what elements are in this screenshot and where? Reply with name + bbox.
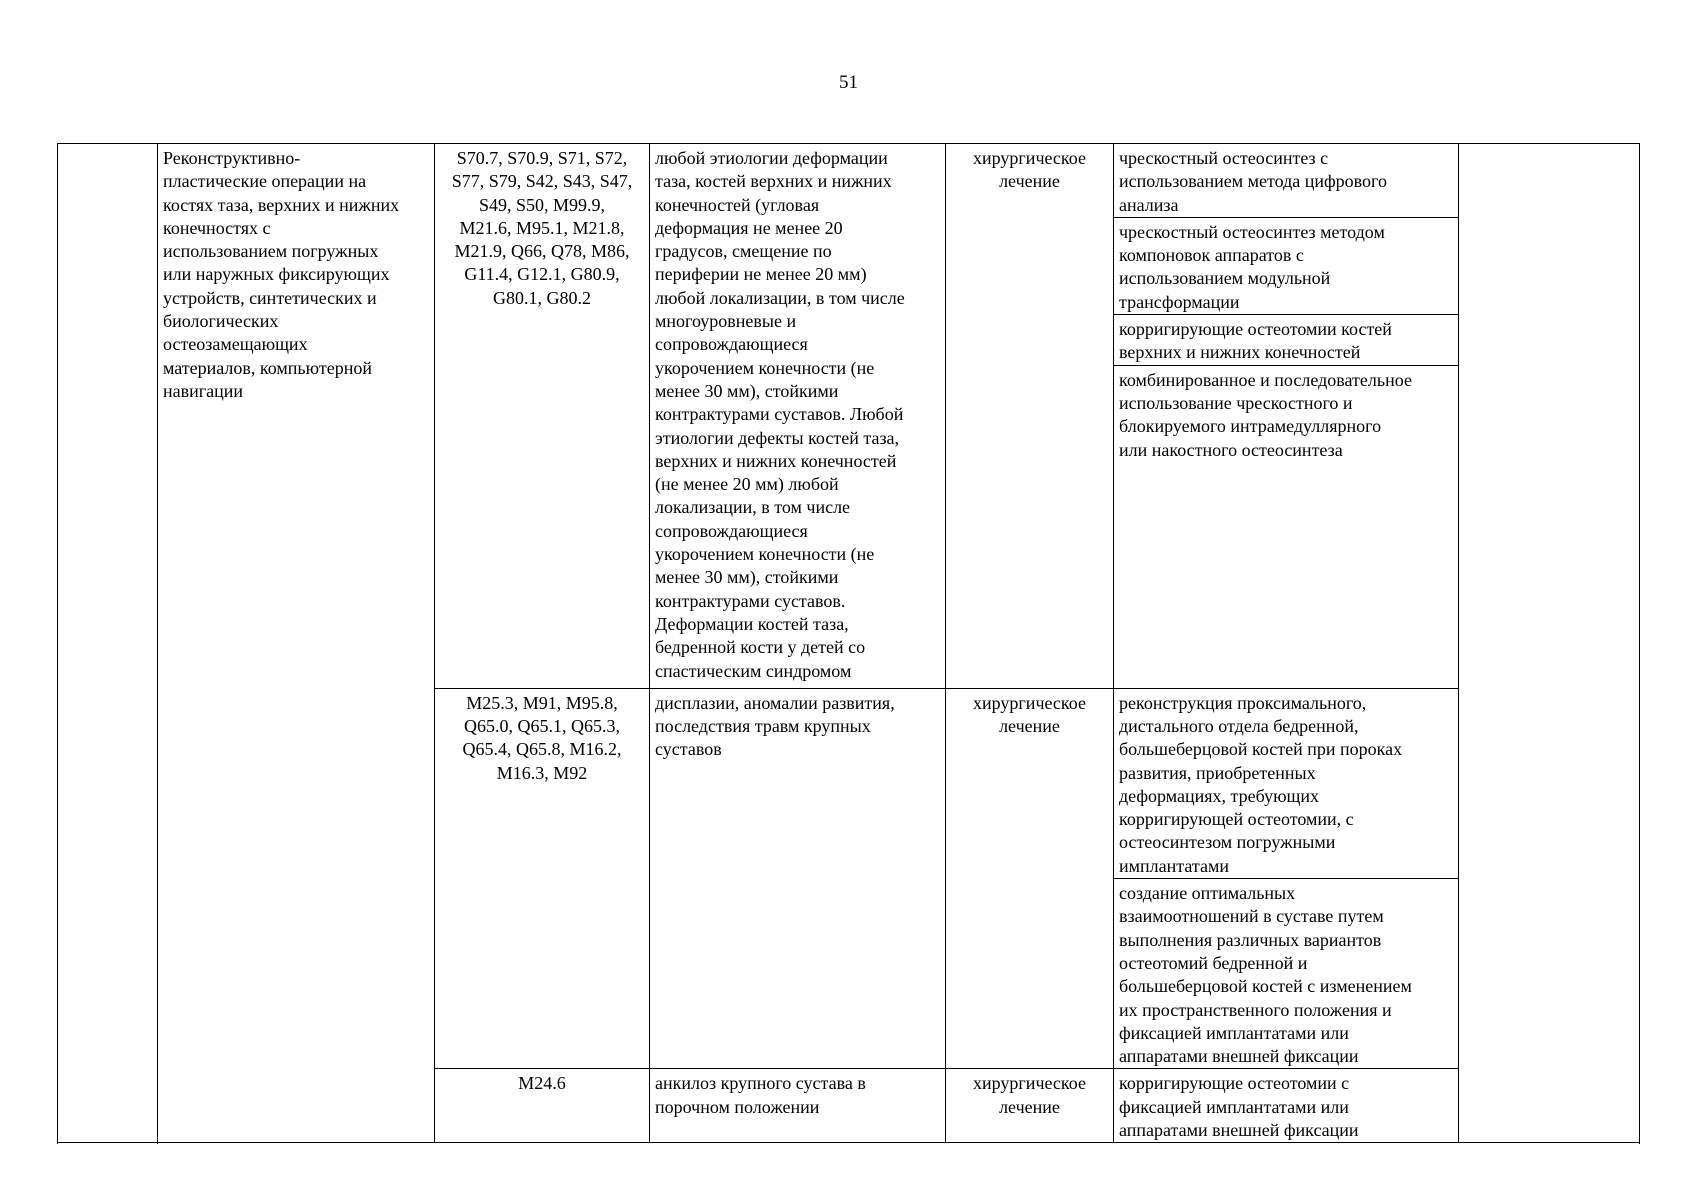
- text-line: материалов, компьютерной: [163, 357, 372, 378]
- text-line: развития, приобретенных: [1119, 762, 1316, 783]
- procedure-name-cell: [158, 144, 435, 1143]
- patient-model-cell: [650, 1069, 946, 1143]
- text-line: спастическим синдромом: [655, 660, 852, 681]
- text-line: M16.3, M92: [496, 762, 588, 783]
- text-line: использованием модульной: [1119, 268, 1331, 289]
- text-line: Q65.0, Q65.1, Q65.3,: [464, 715, 620, 736]
- icd-codes-cell: [435, 1069, 650, 1143]
- treatment-type: [951, 1072, 1108, 1119]
- text-line: хирургическое: [973, 1073, 1086, 1094]
- text-line: остеотомий бедренной и: [1119, 952, 1308, 973]
- treatment-method-cell: [1114, 688, 1459, 878]
- treatment-method: [1119, 318, 1453, 365]
- text-line: менее 30 мм), стойкими: [655, 567, 839, 588]
- text-line: лечение: [999, 1096, 1060, 1117]
- treatment-method-cell: [1114, 144, 1459, 218]
- text-line: использованием метода цифрового: [1119, 171, 1387, 192]
- text-line: верхних и нижних конечностей: [655, 450, 897, 471]
- text-line: использованием погружных: [163, 241, 379, 262]
- text-line: этиологии дефекты костей таза,: [655, 427, 900, 448]
- treatment-method-cell: [1114, 1069, 1459, 1143]
- text-line: большеберцовой костей с изменением: [1119, 976, 1412, 997]
- text-line: конечностей (угловая: [655, 194, 820, 215]
- text-line: G80.1, G80.2: [493, 287, 591, 308]
- page-number: 51: [839, 72, 858, 93]
- text-line: аппаратами внешней фиксации: [1119, 1046, 1359, 1067]
- text-line: анализа: [1119, 194, 1179, 215]
- text-line: комбинированное и последовательное: [1119, 369, 1412, 390]
- text-line: любой этиологии деформации: [655, 148, 888, 168]
- treatment-method: [1119, 221, 1453, 314]
- patient-model-cell: [650, 144, 946, 689]
- text-line: многоуровневые и: [655, 311, 797, 332]
- text-line: пластические операции на: [163, 171, 367, 192]
- table-row: [58, 144, 1640, 218]
- text-line: лечение: [999, 171, 1060, 192]
- text-line: блокируемого интрамедуллярного: [1119, 416, 1382, 437]
- text-line: S77, S79, S42, S43, S47,: [451, 171, 633, 192]
- treatment-method-cell: [1114, 217, 1459, 314]
- text-line: последствия травм крупных: [655, 715, 871, 736]
- icd-codes: [440, 692, 644, 785]
- text-line: M21.6, M95.1, M21.8,: [459, 217, 625, 238]
- treatment-type-cell: [946, 1069, 1114, 1143]
- text-line: навигации: [163, 380, 244, 401]
- text-line: аппаратами внешней фиксации: [1119, 1120, 1359, 1141]
- text-line: костях таза, верхних и нижних: [163, 194, 400, 215]
- patient-model: [655, 1072, 940, 1119]
- text-line: Q65.4, Q65.8, M16.2,: [462, 739, 622, 760]
- treatment-type-cell: [946, 144, 1114, 689]
- procedures-table: [57, 143, 1640, 1143]
- text-line: градусов, смещение по: [655, 241, 832, 262]
- text-line: M25.3, M91, M95.8,: [466, 692, 618, 713]
- text-line: фиксацией имплантатами или: [1119, 1022, 1349, 1043]
- treatment-method-cell: [1114, 315, 1459, 366]
- text-line: устройств, синтетических и: [163, 287, 377, 308]
- treatment-method-cell: [1114, 365, 1459, 688]
- treatment-method: [1119, 692, 1453, 878]
- text-line: таза, костей верхних и нижних: [655, 171, 892, 192]
- text-line: G11.4, G12.1, G80.9,: [464, 264, 620, 285]
- text-line: использование чрескостного и: [1119, 392, 1353, 413]
- text-line: сопровождающиеся: [655, 334, 808, 355]
- treatment-method: [1119, 882, 1453, 1068]
- text-line: менее 30 мм), стойкими: [655, 380, 839, 401]
- icd-codes-cell: [435, 688, 650, 1069]
- treatment-type: [951, 692, 1108, 739]
- text-line: остеосинтезом погружными: [1119, 832, 1336, 853]
- text-line: порочном положении: [655, 1096, 820, 1117]
- text-line: M21.9, Q66, Q78, M86,: [454, 241, 630, 262]
- text-line: взаимоотношений в суставе путем: [1119, 906, 1384, 927]
- text-line: деформациях, требующих: [1119, 785, 1320, 806]
- patient-model: [655, 147, 940, 683]
- icd-codes: [440, 147, 644, 310]
- text-line: чрескостный остеосинтез методом: [1119, 221, 1385, 242]
- text-line: контрактурами суставов.: [655, 590, 846, 611]
- text-line: большеберцовой костей при пороках: [1119, 739, 1403, 760]
- text-line: бедренной кости у детей со: [655, 637, 866, 658]
- text-line: S70.7, S70.9, S71, S72,: [456, 148, 628, 168]
- text-line: сопровождающиеся: [655, 520, 808, 541]
- cost-cell: [1459, 144, 1640, 1143]
- text-line: или наружных фиксирующих: [163, 264, 390, 285]
- treatment-method-cell: [1114, 879, 1459, 1069]
- treatment-type: [951, 147, 1108, 194]
- text-line: (не менее 20 мм) любой: [655, 474, 839, 495]
- text-line: чрескостный остеосинтез с: [1119, 148, 1329, 168]
- text-line: остеозамещающих: [163, 334, 308, 355]
- text-line: конечностях с: [163, 217, 271, 238]
- text-line: суставов: [655, 739, 722, 760]
- text-line: деформация не менее 20: [655, 217, 843, 238]
- treatment-type-cell: [946, 688, 1114, 1069]
- text-line: их пространственного положения и: [1119, 999, 1392, 1020]
- text-line: имплантатами: [1119, 855, 1229, 876]
- text-line: контрактурами суставов. Любой: [655, 404, 904, 425]
- text-line: периферии не менее 20 мм): [655, 264, 867, 285]
- text-line: укорочением конечности (не: [655, 544, 875, 565]
- text-line: Деформации костей таза,: [655, 613, 849, 634]
- text-line: верхних и нижних конечностей: [1119, 342, 1361, 363]
- icd-codes-cell: [435, 144, 650, 689]
- text-line: реконструкция проксимального,: [1119, 692, 1367, 713]
- text-line: M24.6: [518, 1073, 566, 1094]
- text-line: создание оптимальных: [1119, 883, 1296, 904]
- text-line: хирургическое: [973, 148, 1086, 168]
- text-line: выполнения различных вариантов: [1119, 929, 1382, 950]
- text-line: биологических: [163, 311, 279, 332]
- text-line: дистального отдела бедренной,: [1119, 715, 1359, 736]
- text-line: фиксацией имплантатами или: [1119, 1096, 1349, 1117]
- text-line: трансформации: [1119, 291, 1240, 312]
- patient-model-cell: [650, 688, 946, 1069]
- text-line: анкилоз крупного сустава в: [655, 1073, 866, 1094]
- text-line: Реконструктивно-: [163, 148, 301, 168]
- text-line: корригирующие остеотомии костей: [1119, 319, 1392, 340]
- text-line: компоновок аппаратов с: [1119, 245, 1304, 266]
- text-line: или накостного остеосинтеза: [1119, 439, 1343, 460]
- text-line: корригирующие остеотомии с: [1119, 1073, 1350, 1094]
- text-line: укорочением конечности (не: [655, 357, 875, 378]
- number-cell: [58, 144, 158, 1143]
- treatment-method: [1119, 147, 1453, 217]
- text-line: корригирующей остеотомии, с: [1119, 809, 1354, 830]
- text-line: S49, S50, M99.9,: [478, 194, 606, 215]
- procedure-name: [163, 147, 429, 403]
- patient-model: [655, 692, 940, 762]
- text-line: локализации, в том числе: [655, 497, 851, 518]
- text-line: лечение: [999, 715, 1060, 736]
- icd-codes: [440, 1072, 644, 1095]
- text-line: дисплазии, аномалии развития,: [655, 692, 895, 713]
- treatment-method: [1119, 369, 1453, 462]
- text-line: хирургическое: [973, 692, 1086, 713]
- text-line: любой локализации, в том числе: [655, 287, 905, 308]
- treatment-method: [1119, 1072, 1453, 1142]
